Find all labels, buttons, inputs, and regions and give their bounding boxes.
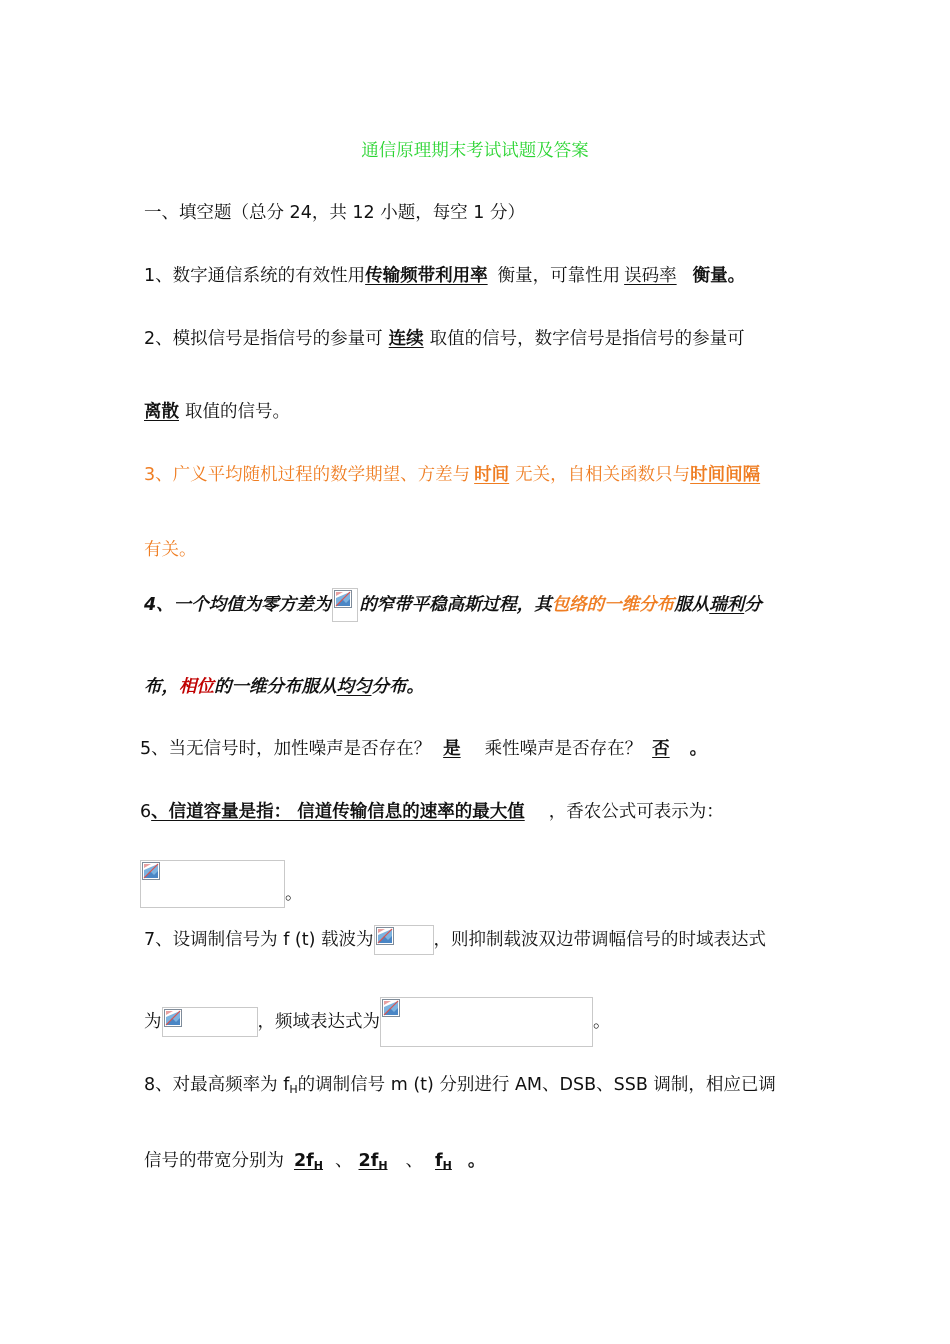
q8-answer-3: $f_H$ — [435, 1151, 452, 1172]
q4-text-end: 分布。 — [371, 677, 424, 697]
q4-text: 4、一个均值为零方差为 — [144, 595, 332, 615]
variance-formula-image — [332, 588, 358, 622]
question-2-line-1 — [144, 325, 745, 353]
q5-text-end: 。 — [689, 739, 708, 759]
q4-answer-2: 均匀 — [336, 677, 372, 697]
q4-envelope-text: 包络的一维分布 — [551, 595, 675, 615]
q7-text-mid-2: ，频域表达式为 — [257, 1012, 380, 1032]
q8-text-mid: 的调制信号 m (t) 分别进行 AM、DSB、SSB 调制，相应已调 — [297, 1075, 776, 1095]
q8-text-2: 信号的带宽分别为 — [144, 1151, 284, 1171]
q4-text-tail: 分 — [744, 595, 762, 615]
broken-image-icon — [334, 590, 352, 608]
q7-text: 7、设调制信号为 f (t) 载波为 — [144, 930, 374, 950]
q6-answer: 、信道容量是指： 信道传输信息的速率的最大值 — [151, 802, 525, 822]
q1-answer-1: 传输频带利用率 — [365, 266, 488, 286]
q2-text: 2、模拟信号是指信号的参量可 — [144, 329, 383, 349]
q3-text-mid: 无关，自相关函数只与 — [515, 465, 691, 485]
q2-text-mid: 取值的信号，数字信号是指信号的参量可 — [429, 329, 745, 349]
q1-answer-2: 误码率 — [624, 266, 677, 286]
question-7-line-1 — [144, 925, 766, 955]
q8-answer-1: $2f_H$ — [294, 1151, 324, 1172]
q8-subscript: H — [289, 1083, 298, 1096]
q4-text-mid-1: 的窄带平稳高斯过程，其 — [359, 595, 552, 615]
question-8-line-2 — [144, 1147, 485, 1180]
question-7-line-2 — [144, 997, 611, 1047]
q1-text-mid: 衡量，可靠性用 — [497, 266, 621, 286]
q6-text-end: 。 — [285, 884, 303, 904]
q1-text: 1、数字通信系统的有效性用 — [144, 266, 366, 286]
q6-text: 6 — [140, 802, 152, 822]
question-2-line-2 — [144, 398, 290, 426]
question-6-line-2 — [140, 860, 303, 908]
q8-text-end: 。 — [467, 1151, 486, 1171]
q3-text: 3、广义平均随机过程的数学期望、方差与 — [144, 465, 471, 485]
q5-answer-2: 否 — [652, 739, 670, 759]
question-5 — [140, 735, 707, 763]
carrier-formula-image — [374, 925, 434, 955]
q8-separator-2: 、 — [405, 1151, 424, 1171]
q1-text-end: 衡量。 — [692, 266, 746, 286]
q6-text-mid: ，香农公式可表示为： — [548, 802, 724, 822]
q8-separator-1: 、 — [335, 1151, 353, 1171]
q7-text-end: 。 — [593, 1012, 611, 1032]
shannon-formula-image — [140, 860, 285, 908]
q4-text-mid-3: 的一维分布服从 — [214, 677, 337, 697]
q2-text-end: 取值的信号。 — [185, 402, 290, 422]
q7-text-mid-1: ，则抑制载波双边带调幅信号的时域表达式 — [433, 930, 766, 950]
q5-text-mid: 乘性噪声是否存在？ — [484, 739, 643, 759]
q4-phase-text: 相位 — [179, 677, 214, 697]
q8-answer-2: $2f_H$ — [358, 1151, 388, 1172]
q4-text-tail-2: 布， — [144, 677, 179, 697]
question-8-line-1 — [144, 1071, 776, 1104]
question-4-line-2 — [144, 673, 424, 701]
question-1 — [144, 262, 745, 290]
question-3-line-1 — [144, 461, 760, 489]
q2-answer-2: 离散 — [144, 402, 179, 422]
question-6-line-1 — [140, 798, 724, 826]
broken-image-icon — [142, 862, 160, 880]
broken-image-icon — [376, 927, 394, 945]
q8-text: 8、对最高频率为 f — [144, 1075, 290, 1095]
q3-answer-2: 时间间隔 — [690, 465, 761, 485]
q5-text: 5、当无信号时，加性噪声是否存在？ — [140, 739, 432, 759]
q4-text-mid-2: 服从 — [674, 595, 710, 615]
section-heading: 一、填空题（总分 24，共 12 小题，每空 1 分） — [144, 203, 525, 223]
q3-answer-1: 时间 — [474, 465, 510, 485]
question-4-line-1 — [144, 588, 762, 622]
freq-domain-formula-image — [380, 997, 593, 1047]
question-3-line-2: 有关。 — [144, 540, 197, 560]
q7-text-2: 为 — [144, 1012, 162, 1032]
q2-answer-1: 连续 — [388, 329, 424, 349]
q4-answer-1: 瑞利 — [709, 595, 745, 615]
page-title: 通信原理期末考试试题及答案 — [361, 141, 589, 161]
time-domain-formula-image — [162, 1007, 258, 1037]
broken-image-icon — [164, 1009, 182, 1027]
broken-image-icon — [382, 999, 400, 1017]
q5-answer-1: 是 — [443, 739, 461, 759]
